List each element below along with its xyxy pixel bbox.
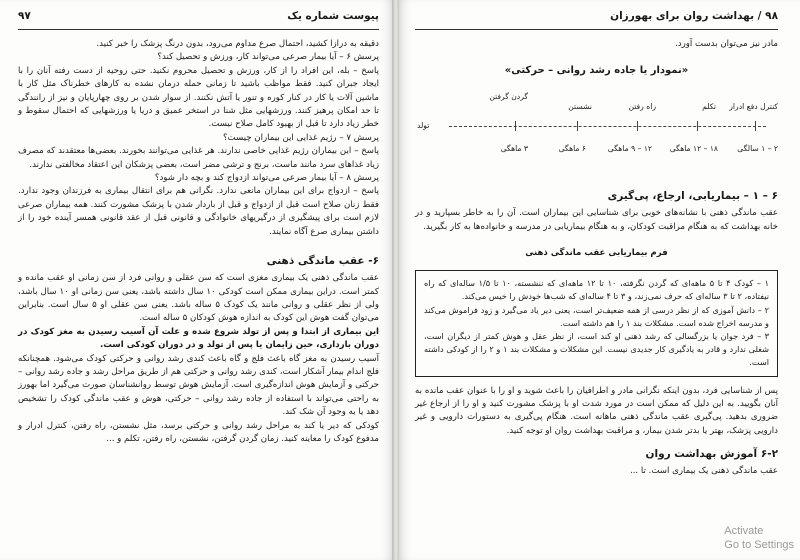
right-page-number-and-title: ۹۸ / بهداشت روان برای بهورزان: [610, 10, 778, 22]
milestone-name: تکلم: [702, 102, 716, 112]
left-paragraph: دقیقه به درازا کشید، احتمال صرع مداوم می‌رود، بدون درنگ پزشک را خبر کنید.: [96, 39, 379, 49]
left-paragraph: عقب ماندگی ذهنی یک بیماری مغزی است که سن عقلی و روانی فرد از سن زمانی او عقب مانده و کمتر است. دراین بیماری ممکن است کودکی ۱۰ سال داشته باشد، یعنی سن زمانی او ۱۰ سال باشد، ولی از نظر عقلی و روانی مانند یک کودک ۵ ساله باشد. یعنی سن عقلی او ۵ سال است. بنابراین می‌توان گفت هوش این کودک به اندازه هوش کودکان ۵ ساله است.: [18, 273, 379, 324]
right-paragraph: عقب ماندگی ذهنی با نشانه‌های خوبی برای شناسایی این بیماران است. آن را به خاطر بسپارید و در خانه بهداشت که به هنگام مراقبت کودکان، و به هنگام بیماریابی در مدرسه و خانواده‌ها به کار بگیرید.: [415, 208, 778, 232]
left-header-title: پیوست شماره یک: [287, 10, 379, 22]
milestone-road: [415, 88, 778, 180]
screening-form-item: ۳ – فرد جوان یا بزرگسالی که رشد ذهنی او کند است، از نظر عقل و هوش کمتر از دیگران است، شغلی ندارد و قادر به یادگیری کار جدیدی نیست. این مشکلات و مشکلات بند ۱ و ۲ را از کودکی داشته است.: [424, 331, 769, 368]
right-paragraph: عقب ماندگی ذهنی یک بیماری است. تا ...: [629, 466, 778, 477]
milestone-age: ۲ – ۱ سالگی: [737, 144, 778, 154]
milestone-age: ۱۸ – ۱۲ ماهگی: [669, 144, 718, 154]
left-page: [0, 0, 393, 560]
right-page: [399, 0, 800, 560]
milestone-age: ۱۲ – ۹ ماهگی: [607, 144, 652, 154]
watermark-line: Activate: [724, 525, 764, 537]
left-paragraph: آسیب رسیدن به مغز گاه باعث فلج و گاه باعث کندی رشد روانی و حرکتی کودک می‌شود. همچنانکه فلج اندام بیمار آشکار است، کندی رشد روانی و حرکتی هم از طریق مراحل رشد و جاده رشد روانی – حرکتی و آزمایش هوش اندازه‌گیری است. آزمایش هوش توسط روانشناسان صورت می‌گیرد اما بهورز به راحتی می‌تواند با استفاده از جاده رشد روانی – حرکتی، هوش و عقب ماندگی کودک را تشخیص دهد یا به وجود آن شک کند.: [18, 353, 379, 418]
left-paragraph: پاسخ – این بیماران رژیم غذایی خاصی ندارند. هر غذایی می‌توانند بخورند. بعضی‌ها معتقدند که مصرف زیاد غذاهای سرد مانند ماست، برنج و ترشی مضر است، بعضی پزشکان این اعتقاد مخالفتی ندارند.: [18, 146, 379, 170]
right-paragraph: پس از شناسایی فرد، بدون اینکه نگرانی مادر و اطرافیان را باعث شوید و او را با عنوان عقب مانده به آنان بگویید. به این دلیل که ممکن است در مورد شدت او با پزشک مشورت کنید و او را از ارجاع غیر ضروری بدهید. پی‌گیری عقب ماندگی ذهنی ماهانه است. هنگام پی‌گیری به دستورات دارویی و غیر دارویی پزشک، بهتر یا بدتر شدن بیمار، و مراقبت بهداشت روان او توجه کنید.: [415, 385, 778, 436]
left-question: پرسش ۶ – آیا بیمار صرعی می‌تواند کار، ورزش و تحصیل کند؟: [157, 52, 379, 63]
milestone-name: راه رفتن: [628, 102, 656, 112]
watermark-line: Go to Settings: [724, 539, 794, 551]
right-section-title: ۶ – ۱ – بیماریابی، ارجاع، پی‌گیری: [607, 190, 778, 203]
milestone-name: گردن گرفتن: [489, 92, 528, 102]
milestone-age: ۶ ماهگی: [558, 144, 586, 154]
milestone-name: کنترل دفع ادرار: [729, 102, 778, 112]
screening-form-item: ۲ – دانش آموزی که از نظر درسی از همه ضعیف‌تر است، یعنی دیر یاد می‌گیرد و زود فراموش می‌کند و مدرسه اخراج شده است. مشکلات بند ۱ را هم داشته است.: [424, 304, 769, 328]
milestone-name: نشستن: [568, 102, 592, 112]
screening-form-item: ۱ – کودک ۴ تا ۵ ماهه‌ای که گردن نگرفته، ۱۰ تا ۱۲ ماهه‌ای که ننشسته، ۱۰ تا ۱/۵ ساله‌ای که راه نیفتاده، ۲ تا ۳ ساله‌ای که حرف نمی‌زند، و ۳ تا ۴ ساله‌ای که شب‌ها خودش را خیس می‌کند.: [424, 278, 769, 302]
right-intro-line: مادر نیز می‌توان بدست آورد.: [675, 39, 778, 49]
screening-form-box: [415, 270, 778, 376]
birth-label: تولد: [417, 121, 430, 131]
milestone-age: ۳ ماهگی: [500, 144, 528, 154]
left-paragraph: پاسخ – ازدواج برای این بیماران مانعی ندارد. نگرانی هم برای انتقال بیماری به فرزندان وجود ندارد. فقط زنان صلاح است قبل از ازدواج و قبل از باردار شدن با پزشک مشورت کنند. همه بیماران صرعی لازم است برای پیشگیری از درگیریهای خانوادگی و قانونی قبل از عقد قانونی همسر آینده خود را از داشتن بیماری صرع آگاه نمایند.: [18, 186, 379, 237]
left-paragraph: کودکی که دیر یا کند به مراحل رشد روانی و حرکتی برسد، مثل نشستن، راه رفتن، کنترل ادرار و مدفوع کودک را معاینه کنید. زمان گردن گرفتن، نشستن، راه رفتن، تکلم و ...: [18, 420, 379, 444]
right-header-title: بهداشت روان برای بهورزان: [610, 10, 755, 22]
left-question: پرسش ۷ – رژیم غذایی این بیماران چیست؟: [222, 132, 379, 143]
right-page-number: ۹۸: [765, 10, 778, 22]
left-paragraph: پاسخ – بله، این افراد را از کار، ورزش و تحصیل محروم نکنید. حتی روحیه از دست رفته آنان را با ایجاد جبران کنید. فقط مواظب باشید تا زمانی حمله درمان نشده به کارهای خطرناک مثل کار با ماشین آلات یا کار در کنار کوره و تنور یا آتش نکنند. از سوار شدن بر روی چهارپایان و نیز از رانندگی تا حد امکان پرهیز کنند. ورزشهایی مثل شنا در استخر عمیق و دریا یا ورزشهایی که احتمال سقوط و خطر زیاد دارد تا قبل از بهبود کامل صلاح نیست.: [18, 65, 379, 130]
left-question: پرسش ۸ – آیا بیمار صرعی می‌تواند ازدواج کند و بچه دار شود؟: [154, 173, 379, 184]
right-running-head: [415, 10, 778, 30]
milestone-chart-title: «نمودار یا جاده رشد روانی – حرکتی»: [504, 65, 689, 77]
left-page-number: ۹۷: [18, 10, 31, 22]
right-section-title: ۶-۲ آموزش بهداشت روان: [645, 448, 778, 461]
left-paragraph-bold: این بیماری از ابتدا و پس از تولد شروع شده و علت آن آسیب رسیدن به مغز کودک در دوران بارداری، حین زایمان یا پس از تولد و در دوران کودکی است.: [18, 326, 379, 351]
windows-activation-watermark: [724, 524, 794, 552]
left-running-head: [18, 10, 379, 30]
milestone-axis: [449, 126, 766, 127]
left-section-title: ۶- عقب ماندگی ذهنی: [266, 255, 379, 268]
screening-form-title: فرم بیماریابی عقب ماندگی ذهنی: [525, 248, 668, 259]
